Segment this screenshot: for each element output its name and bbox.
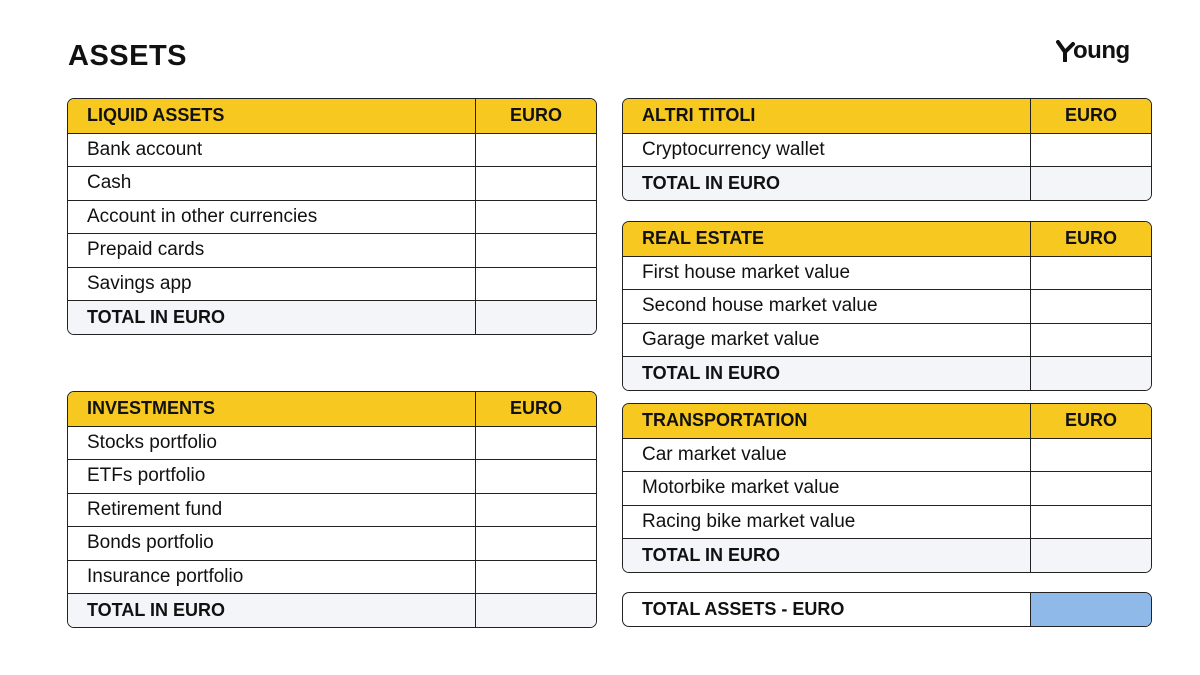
row-label: Insurance portfolio bbox=[87, 565, 244, 587]
table-header bbox=[68, 392, 596, 426]
table-row bbox=[68, 526, 596, 560]
row-label: Motorbike market value bbox=[642, 477, 840, 499]
table-header bbox=[623, 404, 1151, 438]
value-cell[interactable] bbox=[1030, 257, 1151, 290]
row-label: Garage market value bbox=[642, 328, 820, 350]
value-cell[interactable] bbox=[475, 527, 596, 560]
row-label: Stocks portfolio bbox=[87, 431, 217, 453]
total-row bbox=[623, 166, 1151, 200]
total-value-cell[interactable] bbox=[1030, 357, 1151, 390]
total-row bbox=[68, 300, 596, 334]
row-label: Car market value bbox=[642, 443, 787, 465]
total-label: TOTAL IN EURO bbox=[87, 306, 226, 327]
table-header bbox=[68, 99, 596, 133]
value-cell[interactable] bbox=[1030, 439, 1151, 472]
total-value-cell[interactable] bbox=[1030, 167, 1151, 200]
currency-header: EURO bbox=[1030, 222, 1151, 256]
total-label: TOTAL IN EURO bbox=[642, 362, 781, 383]
table-row bbox=[68, 133, 596, 167]
investments-table bbox=[67, 391, 597, 628]
currency-header: EURO bbox=[475, 392, 596, 426]
table-row bbox=[68, 267, 596, 301]
total-row bbox=[68, 593, 596, 627]
table-row bbox=[68, 200, 596, 234]
value-cell[interactable] bbox=[1030, 290, 1151, 323]
total-label: TOTAL IN EURO bbox=[642, 172, 781, 193]
total-assets-value-cell[interactable] bbox=[1030, 593, 1151, 626]
young-logo bbox=[1056, 36, 1136, 66]
value-cell[interactable] bbox=[475, 494, 596, 527]
table-row bbox=[623, 471, 1151, 505]
value-cell[interactable] bbox=[475, 268, 596, 301]
row-label: Bank account bbox=[87, 138, 203, 160]
section-title: ALTRI TITOLI bbox=[642, 105, 756, 126]
currency-header: EURO bbox=[475, 99, 596, 133]
row-label: Second house market value bbox=[642, 295, 878, 317]
total-row bbox=[623, 538, 1151, 572]
value-cell[interactable] bbox=[475, 234, 596, 267]
real-estate-table bbox=[622, 221, 1152, 391]
table-row bbox=[68, 493, 596, 527]
section-title: INVESTMENTS bbox=[87, 398, 216, 419]
value-cell[interactable] bbox=[475, 460, 596, 493]
value-cell[interactable] bbox=[475, 201, 596, 234]
total-label: TOTAL IN EURO bbox=[87, 599, 226, 620]
table-row bbox=[68, 560, 596, 594]
table-row bbox=[68, 166, 596, 200]
value-cell[interactable] bbox=[475, 167, 596, 200]
table-row bbox=[623, 323, 1151, 357]
row-label: First house market value bbox=[642, 261, 851, 283]
total-label: TOTAL IN EURO bbox=[642, 544, 781, 565]
table-row bbox=[623, 256, 1151, 290]
value-cell[interactable] bbox=[475, 427, 596, 460]
section-title: REAL ESTATE bbox=[642, 228, 765, 249]
row-label: Account in other currencies bbox=[87, 205, 318, 227]
total-assets-label: TOTAL ASSETS - EURO bbox=[642, 599, 845, 619]
total-row bbox=[623, 356, 1151, 390]
table-row bbox=[68, 426, 596, 460]
table-row bbox=[623, 505, 1151, 539]
value-cell[interactable] bbox=[1030, 324, 1151, 357]
table-row bbox=[68, 459, 596, 493]
value-cell[interactable] bbox=[475, 561, 596, 594]
table-row bbox=[623, 289, 1151, 323]
row-label: Savings app bbox=[87, 272, 192, 294]
table-row bbox=[623, 133, 1151, 167]
table-row bbox=[68, 233, 596, 267]
table-row bbox=[623, 438, 1151, 472]
value-cell[interactable] bbox=[1030, 506, 1151, 539]
row-label: Racing bike market value bbox=[642, 510, 856, 532]
logo-text: oung bbox=[1073, 37, 1130, 64]
row-label: Bonds portfolio bbox=[87, 532, 214, 554]
row-label: Prepaid cards bbox=[87, 239, 205, 261]
table-header bbox=[623, 222, 1151, 256]
currency-header: EURO bbox=[1030, 404, 1151, 438]
total-value-cell[interactable] bbox=[475, 301, 596, 334]
row-label: Cryptocurrency wallet bbox=[642, 138, 825, 160]
total-value-cell[interactable] bbox=[475, 594, 596, 627]
value-cell[interactable] bbox=[475, 134, 596, 167]
value-cell[interactable] bbox=[1030, 472, 1151, 505]
table-header bbox=[623, 99, 1151, 133]
liquid-assets-table bbox=[67, 98, 597, 335]
value-cell[interactable] bbox=[1030, 134, 1151, 167]
row-label: ETFs portfolio bbox=[87, 465, 206, 487]
altri-titoli-table bbox=[622, 98, 1152, 201]
section-title: TRANSPORTATION bbox=[642, 410, 808, 431]
total-assets-row bbox=[622, 592, 1152, 627]
section-title: LIQUID ASSETS bbox=[87, 105, 225, 126]
page-title: ASSETS bbox=[68, 40, 188, 72]
row-label: Cash bbox=[87, 172, 132, 194]
total-value-cell[interactable] bbox=[1030, 539, 1151, 572]
transportation-table bbox=[622, 403, 1152, 573]
row-label: Retirement fund bbox=[87, 498, 223, 520]
currency-header: EURO bbox=[1030, 99, 1151, 133]
